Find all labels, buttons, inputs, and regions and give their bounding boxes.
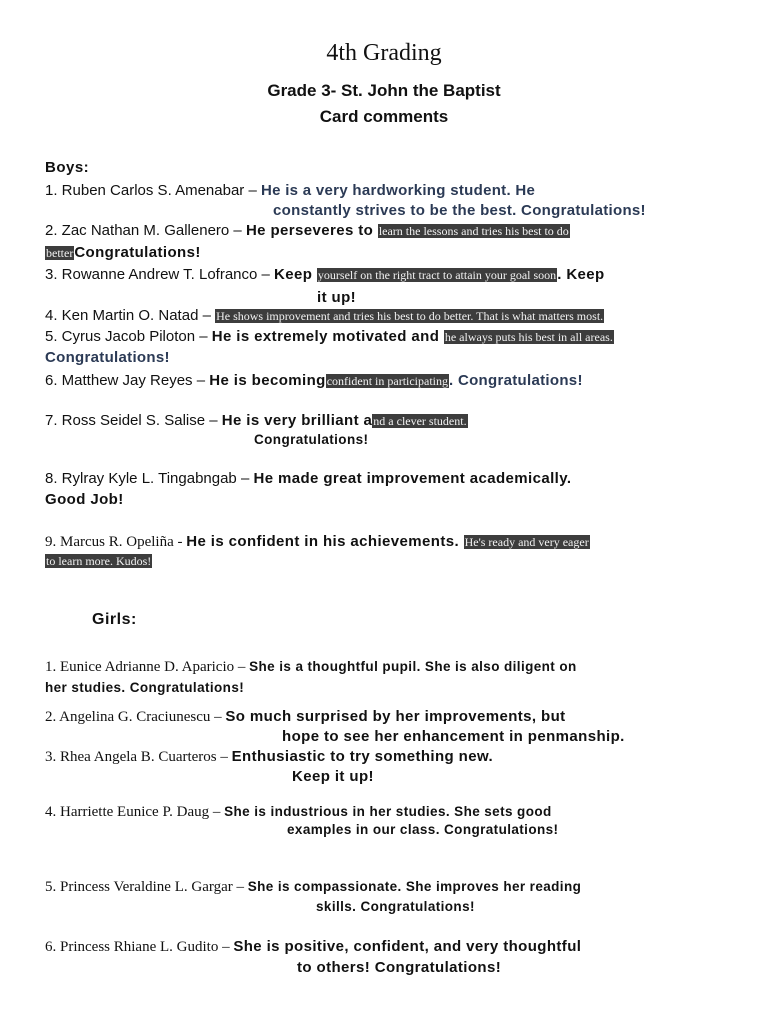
comment: Enthusiastic to try something new. — [231, 748, 494, 765]
student-name: 6. Matthew Jay Reyes – — [45, 372, 210, 389]
boy-entry-2 — [45, 222, 570, 239]
comment-continuation: skills. Congratulations! — [316, 899, 475, 914]
highlighted-comment: confident in participating — [326, 374, 449, 388]
highlighted-comment: learn the lessons and tries his best to do — [378, 224, 569, 238]
highlighted-comment: nd a clever student. — [373, 414, 467, 428]
student-name: 1. Eunice Adrianne D. Aparicio – — [45, 659, 250, 675]
student-name: 3. Rowanne Andrew T. Lofranco – — [45, 266, 275, 283]
highlighted-comment: better — [46, 246, 74, 260]
highlighted-comment: to learn more. Kudos! — [46, 554, 152, 568]
comment-continuation: Keep it up! — [292, 768, 374, 785]
girls-heading: Girls: — [92, 611, 137, 628]
comment-continuation: to others! Congratulations! — [297, 959, 502, 976]
girl-entry-1 — [45, 658, 577, 676]
comment: . Congratulations! — [449, 372, 583, 389]
highlighted-comment: He's ready and very eager — [464, 535, 589, 549]
comment-continuation: Congratulations! — [254, 432, 369, 447]
comment: Congratulations! — [74, 244, 201, 261]
comment: He is a very hardworking student. He — [260, 182, 536, 199]
comment: He made great improvement academically. — [253, 470, 572, 487]
student-name: 6. Princess Rhiane L. Gudito – — [45, 939, 234, 955]
student-name: 4. Ken Martin O. Natad – — [45, 307, 216, 324]
comment: He is extremely motivated and — [211, 328, 444, 345]
highlighted-comment: He shows improvement and tries his best to do better. That is what matters most. — [216, 309, 604, 323]
student-name: 2. Angelina G. Craciunescu – — [45, 709, 226, 725]
card-comments-heading: Card comments — [319, 107, 449, 126]
highlighted-comment: he always puts his best in all areas. — [444, 330, 613, 344]
comment: He is very brilliant a — [221, 412, 373, 429]
comment: So much surprised by her improvements, but — [225, 708, 566, 725]
comment: Keep — [274, 266, 317, 283]
student-name: 7. Ross Seidel S. Salise – — [45, 412, 222, 429]
girl-entry-3 — [45, 748, 493, 766]
boy-entry-5 — [45, 328, 614, 345]
girl-entry-2 — [45, 708, 566, 726]
comment-continuation — [45, 552, 152, 569]
student-name: 5. Cyrus Jacob Piloton – — [45, 328, 212, 345]
highlighted-comment: yourself on the right tract to attain your goal soon — [317, 268, 557, 282]
comment: She is industrious in her studies. She sets good — [224, 804, 552, 819]
comment-continuation: constantly strives to be the best. Congratulations! — [273, 202, 646, 219]
page-title: 4th Grading — [326, 40, 442, 66]
boy-entry-1 — [45, 182, 535, 199]
student-name: 5. Princess Veraldine L. Gargar – — [45, 879, 248, 895]
comment-continuation — [45, 244, 201, 261]
student-name: 1. Ruben Carlos S. Amenabar – — [45, 182, 261, 199]
boys-heading: Boys: — [45, 159, 90, 176]
comment-continuation: hope to see her enhancement in penmanship. — [282, 728, 625, 745]
student-name: 8. Rylray Kyle L. Tingabngab – — [45, 470, 254, 487]
student-name: 3. Rhea Angela B. Cuarteros – — [45, 749, 232, 765]
student-name: 4. Harriette Eunice P. Daug – — [45, 804, 225, 820]
student-name: 2. Zac Nathan M. Gallenero – — [45, 222, 246, 239]
student-name: 9. Marcus R. Opeliña - — [45, 534, 187, 550]
comment-continuation: Congratulations! — [45, 349, 170, 366]
comment: He perseveres to — [245, 222, 378, 239]
comment: She is compassionate. She improves her reading — [247, 879, 582, 894]
girl-entry-5 — [45, 878, 581, 896]
boy-entry-7 — [45, 412, 468, 429]
comment: She is a thoughtful pupil. She is also diligent on — [249, 659, 577, 674]
class-heading: Grade 3- St. John the Baptist — [267, 81, 501, 100]
boy-entry-8 — [45, 470, 571, 487]
comment: He is confident in his achievements. — [186, 533, 464, 550]
girl-entry-6 — [45, 938, 581, 956]
comment-continuation: her studies. Congratulations! — [45, 680, 245, 695]
boy-entry-6 — [45, 372, 583, 389]
comment-continuation: examples in our class. Congratulations! — [287, 822, 559, 837]
comment: . Keep — [557, 266, 605, 283]
boy-entry-4 — [45, 307, 604, 324]
girl-entry-4 — [45, 803, 552, 821]
comment: She is positive, confident, and very thoughtful — [233, 938, 582, 955]
comment-continuation: Good Job! — [45, 491, 124, 508]
boy-entry-3 — [45, 266, 605, 283]
boy-entry-9 — [45, 533, 590, 551]
comment-continuation: it up! — [317, 289, 357, 306]
comment: He is becoming — [209, 372, 326, 389]
